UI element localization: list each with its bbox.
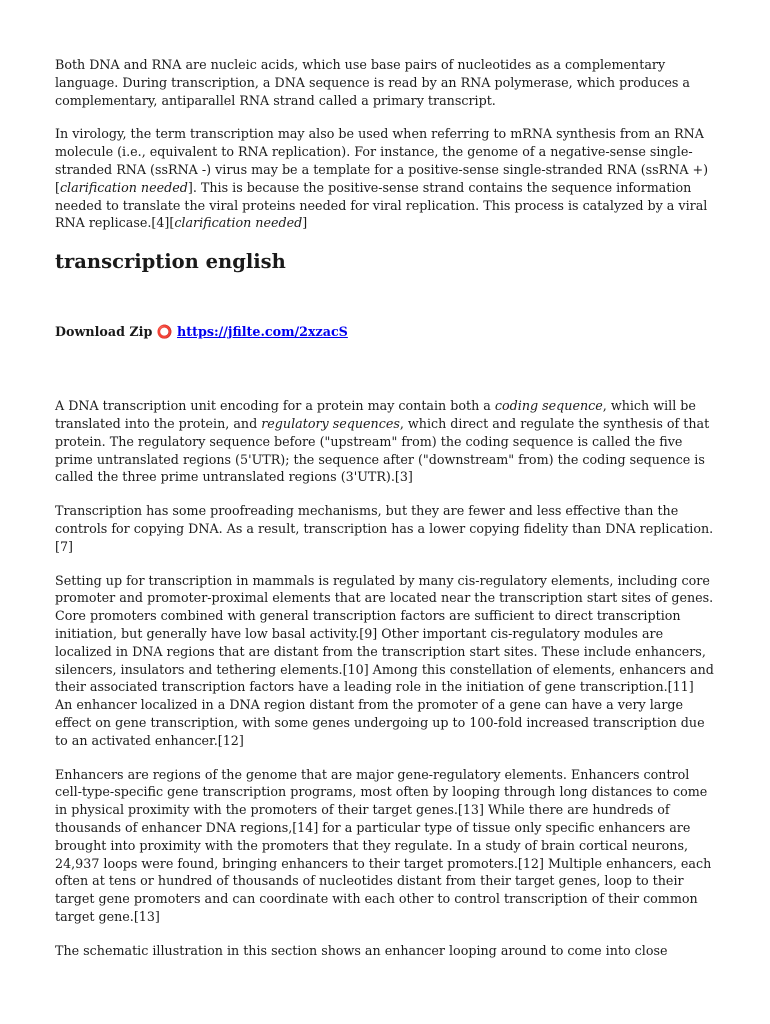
paragraph-virology [55, 125, 715, 232]
paragraph-virology-text-b: ]. This is because the positive-sense strand contains the sequence information needed to translate the viral proteins needed for viral replication. This process is catalyzed by a viral RNA replicase.[4][ [55, 179, 708, 231]
paragraph-transcription-unit [55, 397, 715, 486]
paragraph-virology-text-c: ] [302, 215, 308, 231]
clarification-needed-note: clarification needed [59, 179, 188, 195]
term-coding-sequence: coding sequence [494, 398, 603, 414]
paragraph-enhancers: Enhancers are regions of the genome that are major gene-regulatory elements. Enhancers control cell-type-specific gene transcription programs, most often by looping through long distances to come in physical proximity with the promoters of their target genes.[13] While there are hundreds of thousands of enhancer DNA regions,[14] for a particular type of tissue only specific enhancers are brought into proximity with the promoters that they regulate. In a study of brain cortical neurons, 24,937 loops were found, bringing enhancers to their target promoters.[12] Multiple enhancers, each often at tens or hundred of thousands of nucleotides distant from their target genes, loop to their target gene promoters and can coordinate with each other to control transcription of their common target gene.[13] [55, 766, 712, 924]
download-label: Download Zip ⭕ [55, 324, 173, 340]
paragraph-nucleic-acids: Both DNA and RNA are nucleic acids, which use base pairs of nucleotides as a complementary language. During transcription, a DNA sequence is read by an RNA polymerase, which produces a complementary, antiparallel RNA strand called a primary transcript. [55, 57, 690, 108]
page-heading: transcription english [55, 250, 286, 274]
paragraph-cis-regulatory: Setting up for transcription in mammals is regulated by many cis-regulatory elements, including core promoter and promoter-proximal elements that are located near the transcription start sites of genes. Core promoters combined with general transcription factors are sufficient to direct transcription initiation, but generally have low basal activity.[9] Other important cis-regulatory modules are localized in DNA regions that are distant from the transcription start sites. These include enhancers, silencers, insulators and tethering elements.[10] Among this constellation of elements, enhancers and their associated transcription factors have a leading role in the initiation of gene transcription.[11] An enhancer localized in a DNA region distant from the promoter of a gene can have a very large effect on gene transcription, with some genes undergoing up to 100-fold increased transcription due to an activated enhancer.[12] [55, 572, 714, 748]
spacer [55, 341, 715, 397]
paragraph-unit-text-c: , which direct and regulate the synthesis of that protein. The regulatory sequence before ("upstream" from) the coding sequence is called the five prime untranslated regions (5'UTR); the sequence after ("downstream" from) the coding sequence is called the three prime untranslated regions (3'UTR).[3] [55, 415, 710, 485]
download-link[interactable]: https://jfilte.com/2xzacS [177, 324, 348, 340]
clarification-needed-note: clarification needed [174, 215, 303, 231]
term-regulatory-sequences: regulatory sequences [261, 415, 400, 431]
download-line [55, 323, 715, 341]
paragraph-schematic: The schematic illustration in this section shows an enhancer looping around to come into close [55, 942, 668, 958]
paragraph-virology-text-a: In virology, the term transcription may also be used when referring to mRNA synthesis from an RNA molecule (i.e., equivalent to RNA replication). For instance, the genome of a negative-sense single-stranded RNA (ssRNA -) virus may be a template for a positive-sense single-stranded RNA (ssRNA +)[ [55, 126, 709, 195]
paragraph-unit-text-a: A DNA transcription unit encoding for a protein may contain both a [55, 398, 495, 414]
paragraph-unit-text-b: , which will be translated into the protein, and [55, 398, 696, 431]
paragraph-proofreading: Transcription has some proofreading mechanisms, but they are fewer and less effective than the controls for copying DNA. As a result, transcription has a lower copying fidelity than DNA replication.[7] [55, 503, 714, 554]
